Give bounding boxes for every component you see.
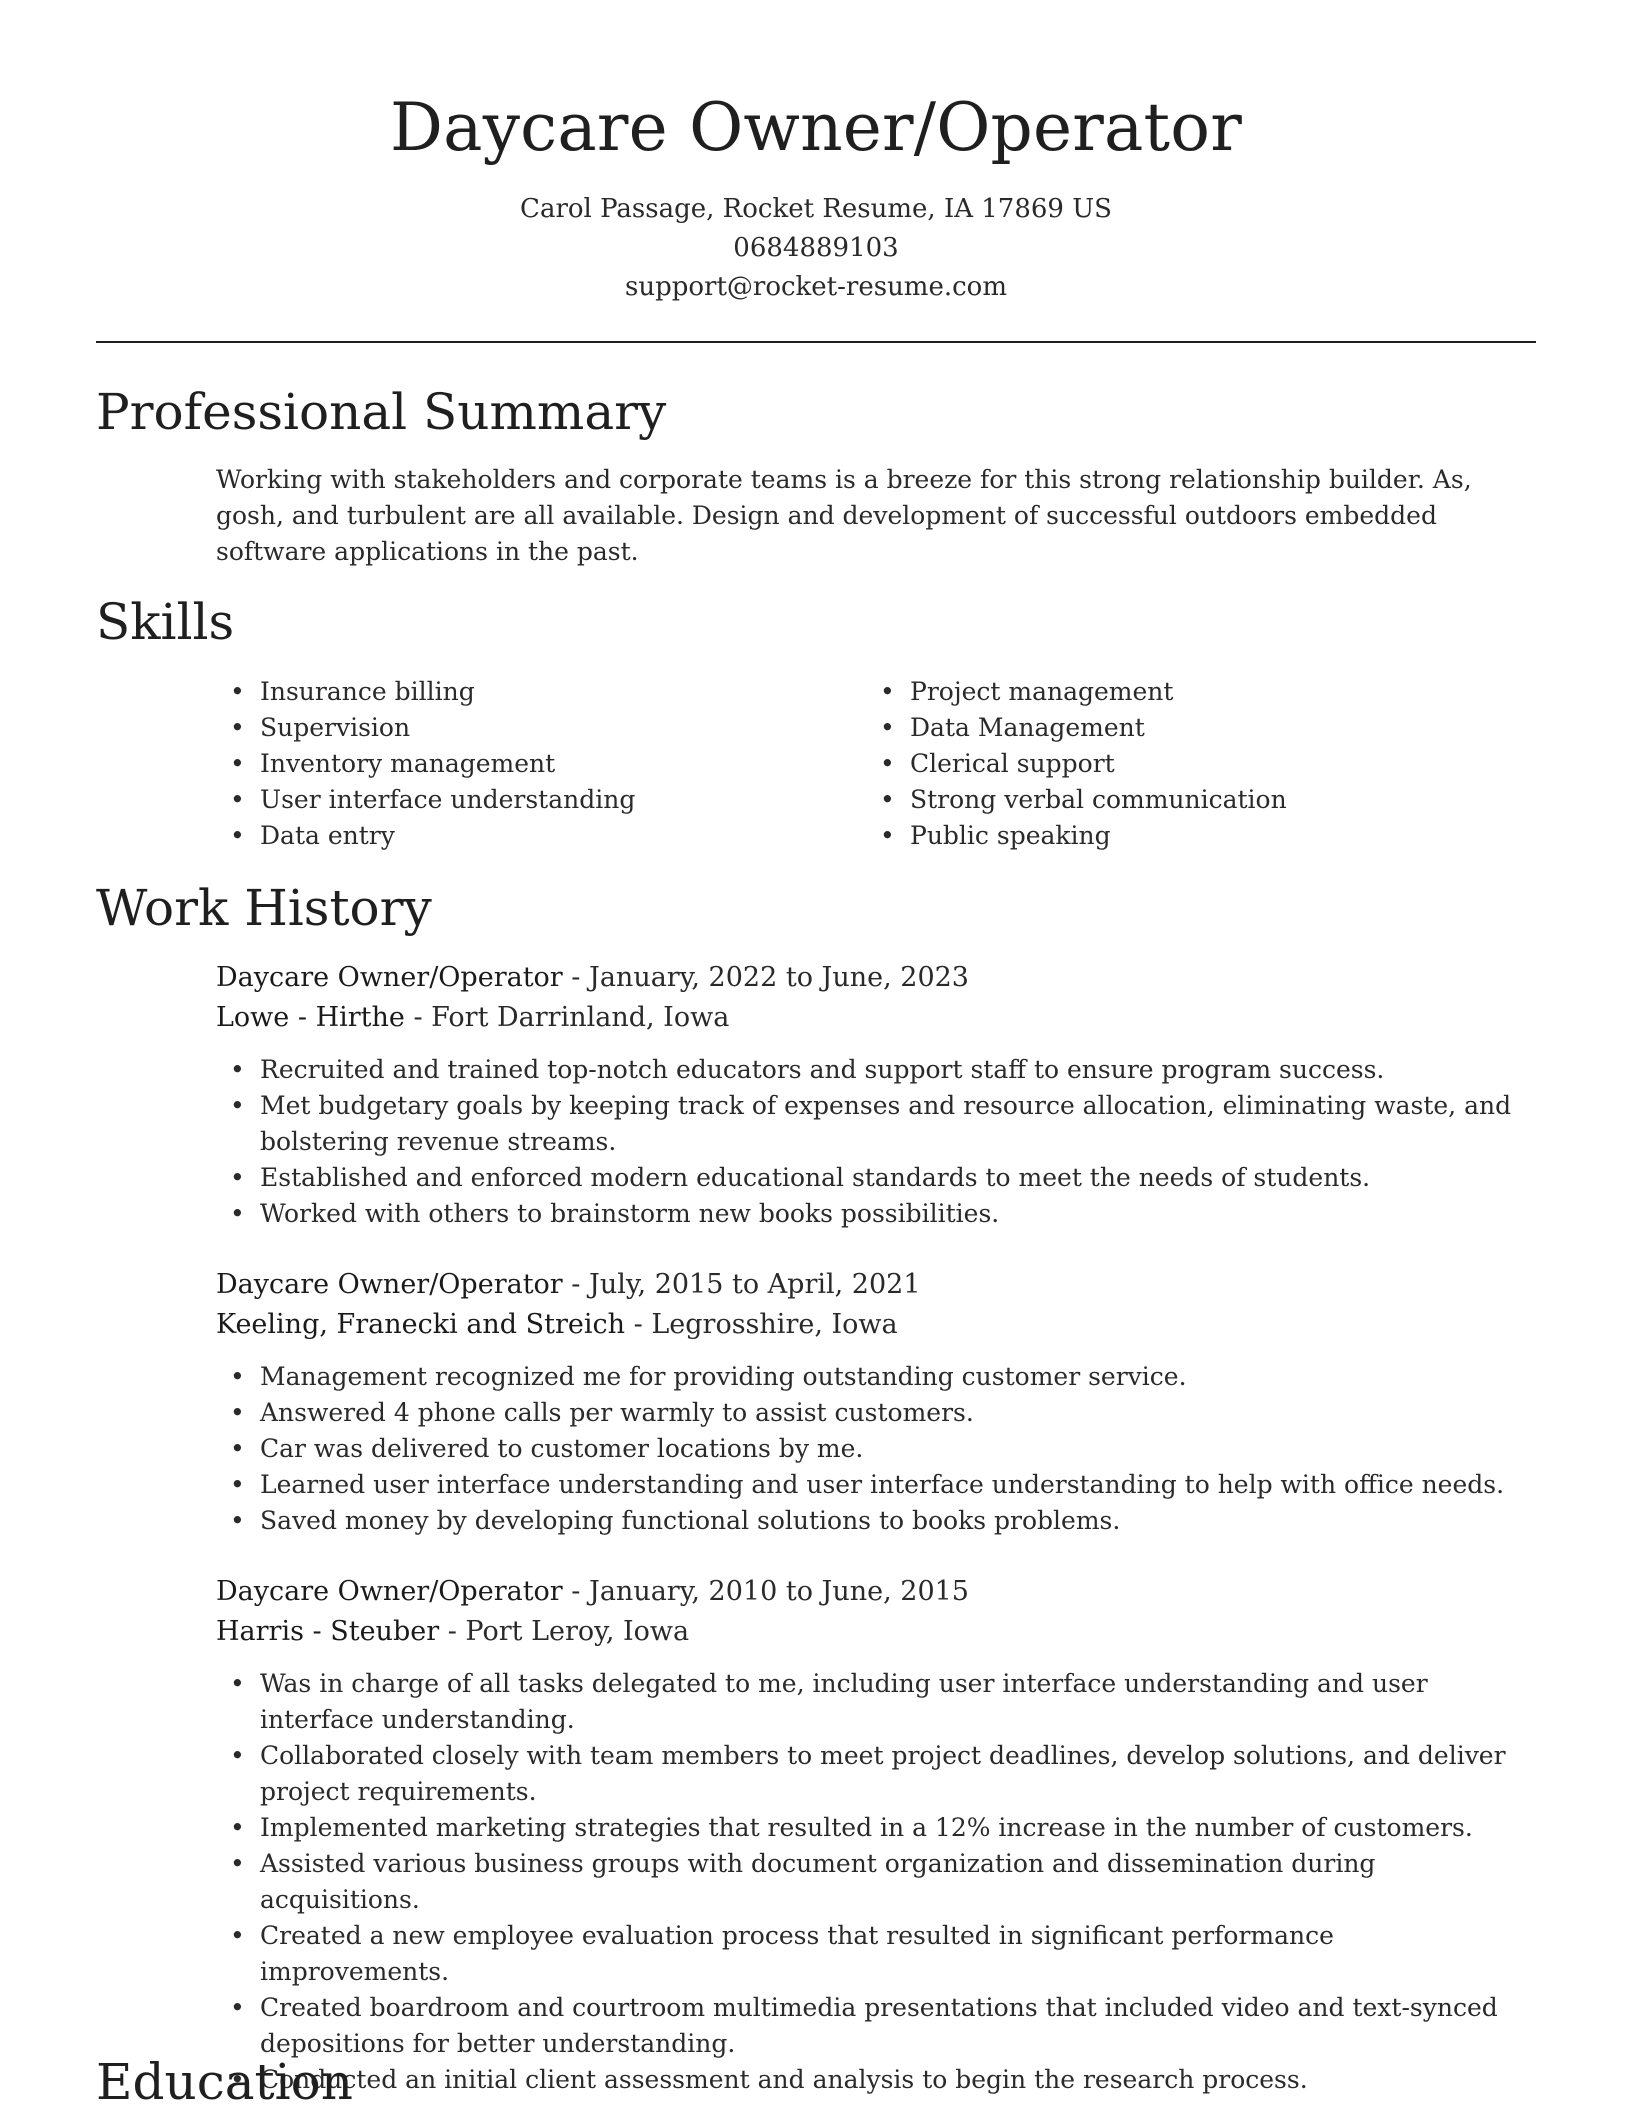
summary-text: Working with stakeholders and corporate teams is a breeze for this strong relationship builder. As, gosh, and turbulent are all available. Design and development of successful outdoors embedded software applications in the past. — [216, 465, 1472, 566]
skills-column-right — [866, 674, 1516, 854]
job-bullets — [216, 1666, 1526, 2098]
contact-email: support@rocket-resume.com — [624, 272, 1007, 302]
job-bullet: • Car was delivered to customer locations by me. — [216, 1431, 1526, 1467]
contact-block — [0, 190, 1632, 307]
skill-item: • Project management — [866, 674, 1516, 710]
job-bullet: • Collaborated closely with team members to meet project deadlines, develop solutions, and deliver project requirements. — [216, 1738, 1526, 1810]
education-heading: Education — [96, 2053, 353, 2111]
job-location: - Fort Darrinland, Iowa — [404, 1002, 730, 1033]
skill-item: • Data entry — [216, 818, 866, 854]
job-title-line — [216, 1572, 1526, 1612]
job-bullet: • Management recognized me for providing outstanding customer service. — [216, 1359, 1526, 1395]
job-bullet: • Assisted various business groups with document organization and dissemination during acquisitions. — [216, 1846, 1526, 1918]
skill-item: • Strong verbal communication — [866, 782, 1516, 818]
skill-item: • Inventory management — [216, 746, 866, 782]
job-bullet: • Recruited and trained top-notch educators and support staff to ensure program success. — [216, 1052, 1526, 1088]
job-bullets — [216, 1359, 1526, 1539]
job-bullet: • Created a new employee evaluation process that resulted in significant performance improvements. — [216, 1918, 1526, 1990]
job-bullet: • Met budgetary goals by keeping track of expenses and resource allocation, eliminating waste, and bolstering revenue streams. — [216, 1088, 1526, 1160]
skills-list — [216, 674, 1516, 854]
contact-address: Carol Passage, Rocket Resume, IA 17869 US — [520, 194, 1112, 224]
job-bullet: • Answered 4 phone calls per warmly to assist customers. — [216, 1395, 1526, 1431]
job-entry — [216, 1572, 1526, 2098]
job-title-line — [216, 958, 1526, 998]
contact-phone: 0684889103 — [733, 233, 899, 263]
job-bullet: • Was in charge of all tasks delegated to me, including user interface understanding and user interface understanding. — [216, 1666, 1526, 1738]
summary-heading: Professional Summary — [96, 383, 667, 441]
job-bullets — [216, 1052, 1526, 1232]
skills-column-left — [216, 674, 866, 854]
job-location: - Legrosshire, Iowa — [625, 1309, 898, 1340]
job-bullet: • Saved money by developing functional solutions to books problems. — [216, 1503, 1526, 1539]
job-bullet: • Created boardroom and courtroom multimedia presentations that included video and text-synced depositions for better understanding. — [216, 1990, 1526, 2062]
skills-heading: Skills — [96, 593, 235, 651]
job-role: Daycare Owner/Operator — [216, 1576, 563, 1607]
job-dates: - July, 2015 to April, 2021 — [562, 1269, 921, 1300]
job-company-line — [216, 1305, 1526, 1345]
job-bullet: • Worked with others to brainstorm new books possibilities. — [216, 1196, 1526, 1232]
job-dates: - January, 2022 to June, 2023 — [562, 962, 969, 993]
job-bullet: • Implemented marketing strategies that resulted in a 12% increase in the number of customers. — [216, 1810, 1526, 1846]
header-divider — [96, 341, 1536, 343]
work-history-heading: Work History — [96, 879, 432, 937]
resume-header — [0, 84, 1632, 307]
job-company: Lowe - Hirthe — [216, 1002, 405, 1033]
job-company-line — [216, 1612, 1526, 1652]
skill-item: • Public speaking — [866, 818, 1516, 854]
job-role: Daycare Owner/Operator — [216, 962, 563, 993]
skill-item: • Supervision — [216, 710, 866, 746]
job-entry — [216, 1265, 1526, 1539]
resume-title: Daycare Owner/Operator — [390, 89, 1242, 166]
skill-item: • Insurance billing — [216, 674, 866, 710]
job-location: - Port Leroy, Iowa — [439, 1616, 690, 1647]
job-bullet: • Conducted an initial client assessment and analysis to begin the research process. — [216, 2062, 1526, 2098]
job-title-line — [216, 1265, 1526, 1305]
job-role: Daycare Owner/Operator — [216, 1269, 563, 1300]
job-company-line — [216, 998, 1526, 1038]
job-dates: - January, 2010 to June, 2015 — [562, 1576, 969, 1607]
skill-item: • Data Management — [866, 710, 1516, 746]
skill-item: • Clerical support — [866, 746, 1516, 782]
job-bullet: • Established and enforced modern educational standards to meet the needs of students. — [216, 1160, 1526, 1196]
job-company: Keeling, Franecki and Streich — [216, 1309, 626, 1340]
job-company: Harris - Steuber — [216, 1616, 440, 1647]
skill-item: • User interface understanding — [216, 782, 866, 818]
job-bullet: • Learned user interface understanding and user interface understanding to help with office needs. — [216, 1467, 1526, 1503]
job-entry — [216, 958, 1526, 1232]
